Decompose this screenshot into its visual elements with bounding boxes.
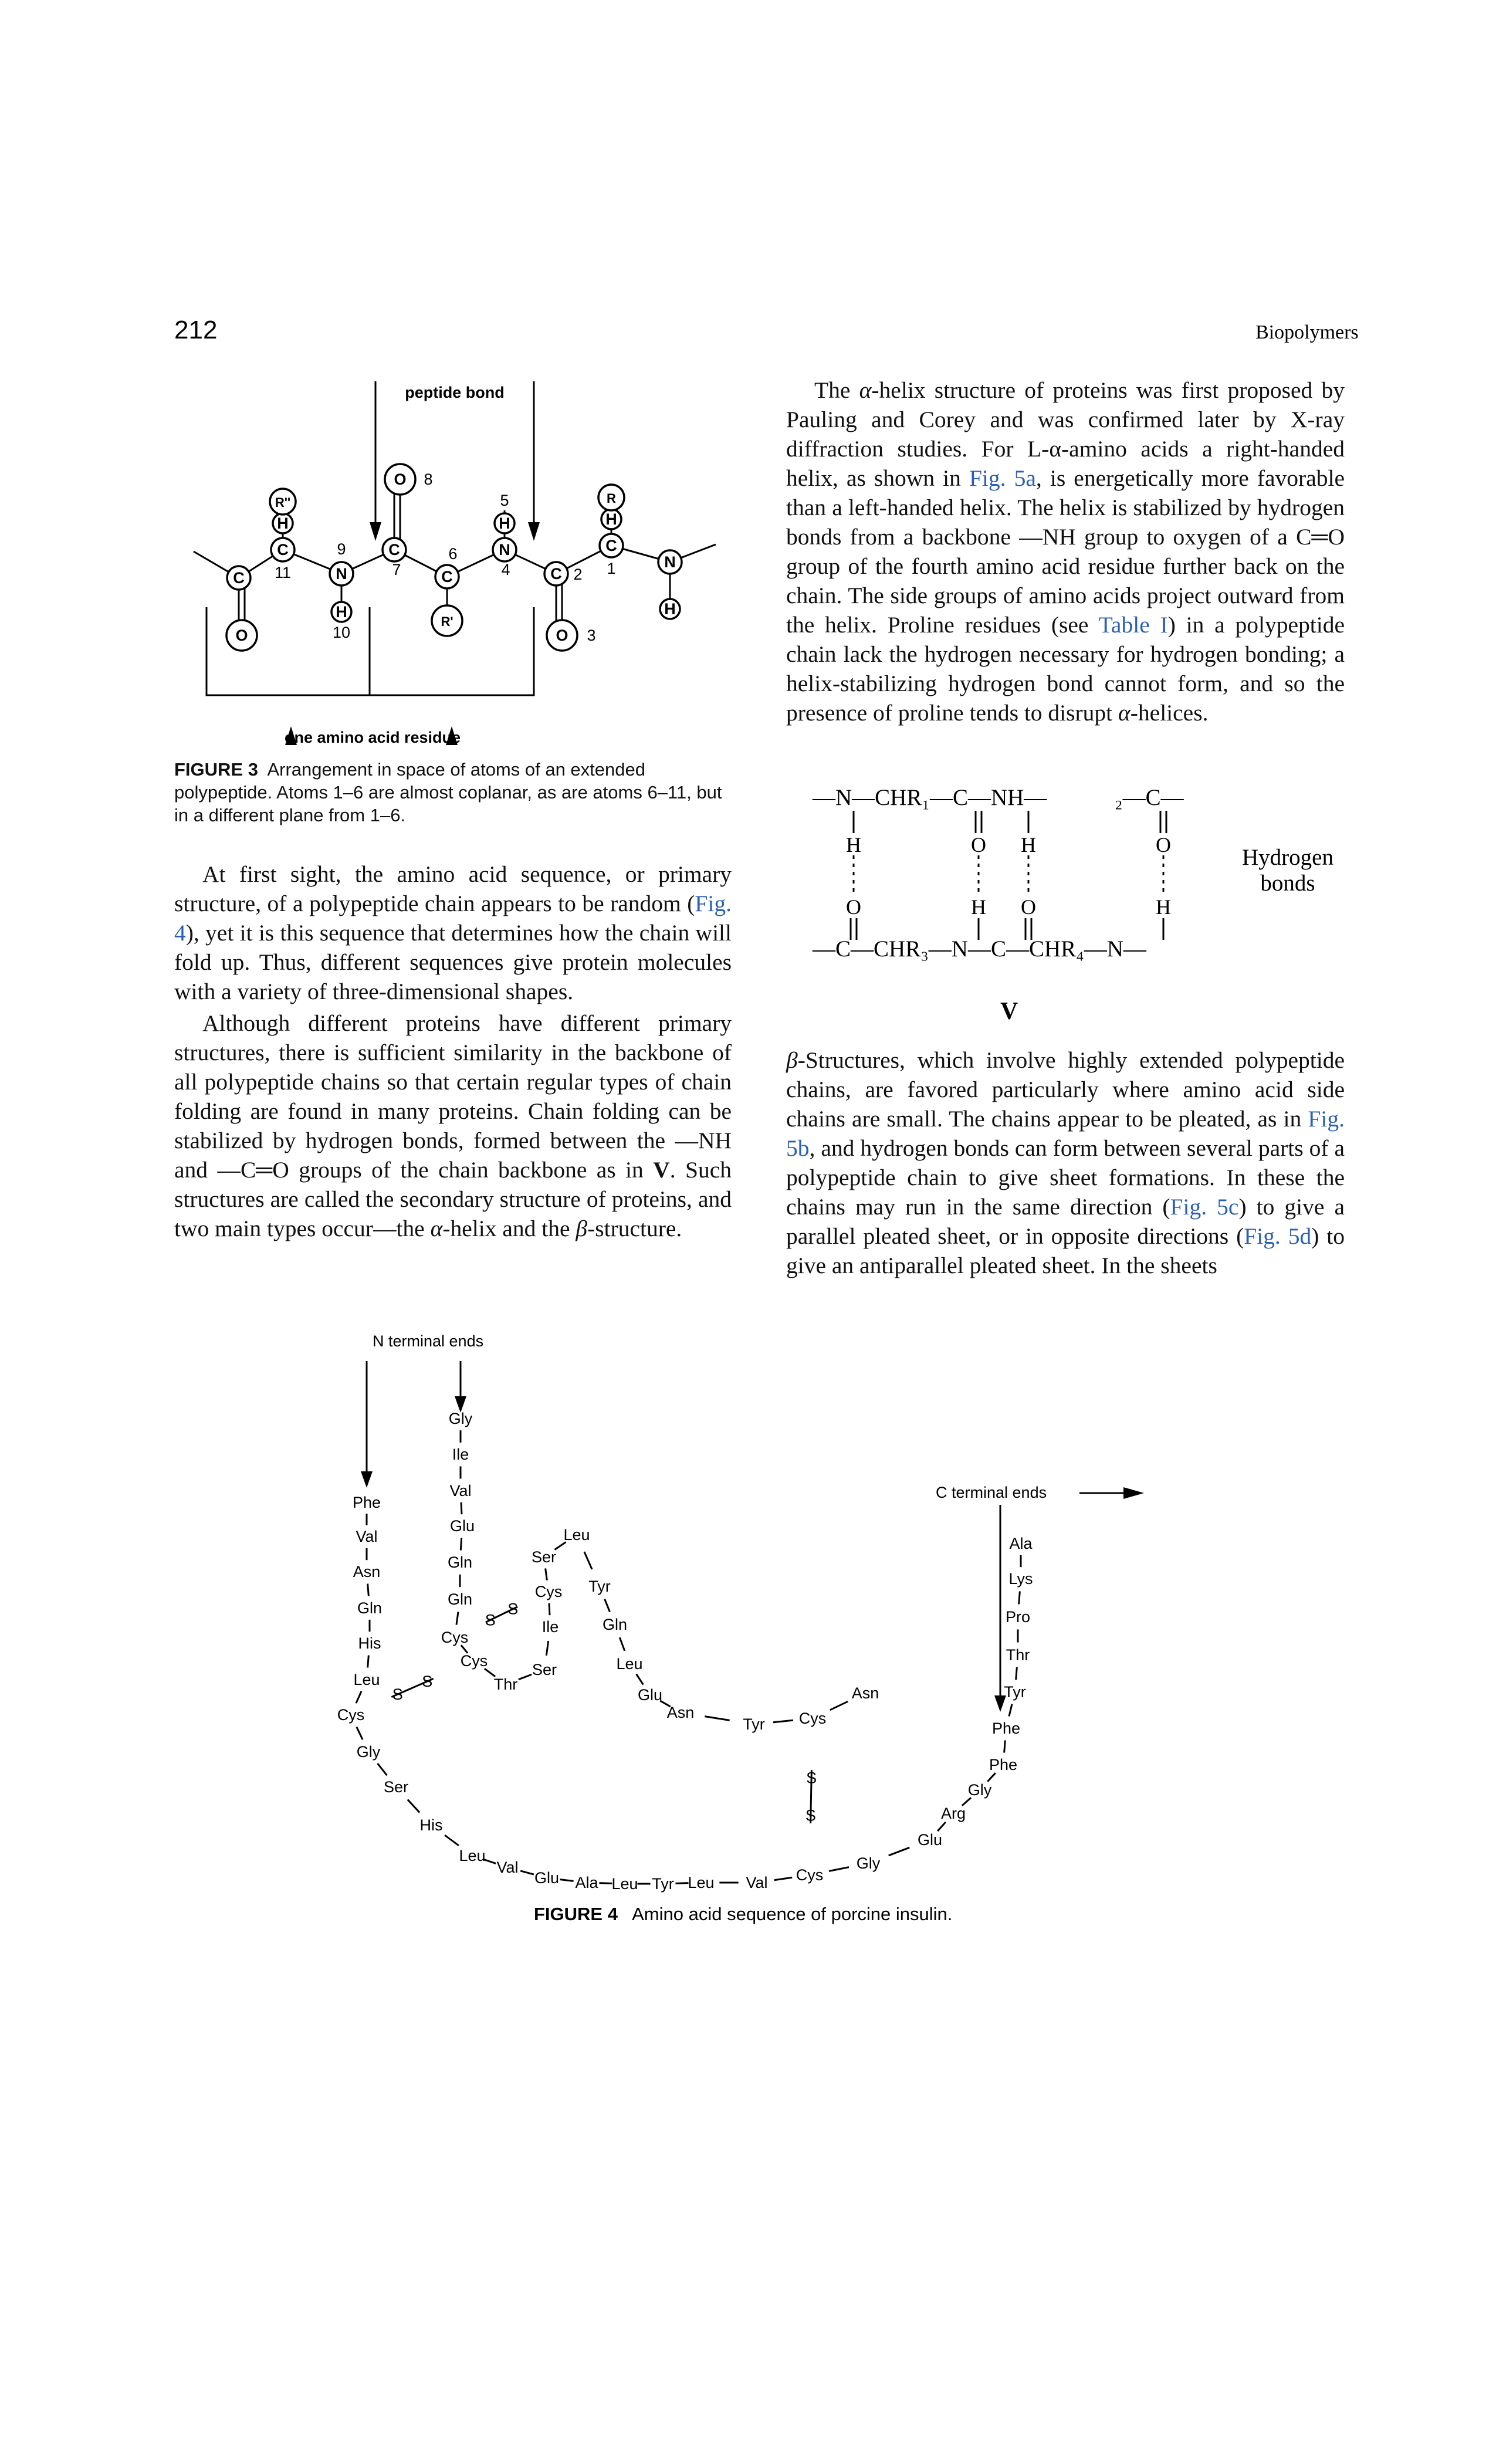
num-8: 8 <box>424 471 433 488</box>
peptide-bond <box>378 1764 387 1775</box>
right-para-1-f: -helices. <box>1130 700 1209 726</box>
sulfur-atom: S <box>507 1600 519 1618</box>
sulfur-atom: S <box>392 1685 403 1704</box>
peptide-bond <box>937 1822 946 1831</box>
structure-v-top-row: —N—CHR₁—C—NH— <box>813 785 1047 810</box>
atom-1: C <box>605 537 617 554</box>
atom-11: C <box>277 541 289 559</box>
peptide-bond <box>1019 1591 1020 1604</box>
v-h-4: H <box>1156 895 1171 919</box>
residue-leu: Leu <box>563 1526 590 1544</box>
structure-v-bottom-row: —C—CHR₃—N—C—CHR₄—N— <box>813 936 1146 962</box>
num-9: 9 <box>337 540 346 558</box>
num-7: 7 <box>392 561 401 578</box>
residue-gly: Gly <box>856 1854 881 1872</box>
peptide-bond <box>1009 1704 1012 1716</box>
peptide-bond <box>357 1727 363 1739</box>
residue-val: Val <box>496 1859 519 1876</box>
n-terminal-label: N terminal ends <box>373 1332 484 1350</box>
residue-val: Val <box>449 1482 472 1500</box>
residue-phe: Phe <box>352 1494 381 1511</box>
peptide-bond <box>830 1701 848 1710</box>
structure-ref-v: V <box>653 1157 670 1183</box>
left-para-2-end: . Such structures are called the secondary structure of proteins, and two main types occur—the <box>174 1157 732 1241</box>
atom-5: H <box>499 515 510 532</box>
side-group-r: R <box>607 491 616 506</box>
link-fig5b[interactable]: Fig. 5b <box>786 1106 1345 1161</box>
num-3: 3 <box>587 627 596 644</box>
v-o-2: O <box>971 833 986 857</box>
link-fig5c[interactable]: Fig. 5c <box>1170 1194 1239 1220</box>
left-para-2-mid: groups of the chain backbone as in <box>289 1157 654 1183</box>
peptide-bond <box>368 1583 369 1596</box>
residue-gln: Gln <box>357 1599 383 1617</box>
nh-group: —NH <box>675 1128 732 1153</box>
sulfur-atom: S <box>806 1769 817 1787</box>
residue-arg: Arg <box>940 1805 966 1822</box>
c-terminal-label: C terminal ends <box>936 1484 1047 1501</box>
residue-ile: Ile <box>452 1446 469 1463</box>
atom-2: C <box>550 565 562 583</box>
v-h-3: H <box>1021 833 1036 857</box>
residue-thr: Thr <box>1006 1646 1030 1664</box>
atom-8: O <box>394 471 407 488</box>
residue-tyr: Tyr <box>652 1875 674 1893</box>
peptide-bond <box>774 1877 793 1880</box>
sulfur-atom: S <box>485 1611 496 1629</box>
residue-leu: Leu <box>459 1847 486 1864</box>
num-11: 11 <box>274 564 292 581</box>
residue-glu: Glu <box>917 1831 943 1849</box>
residue-tyr: Tyr <box>1004 1683 1026 1701</box>
peptide-bond <box>368 1655 369 1667</box>
residue-leu: Leu <box>616 1655 643 1673</box>
link-fig4[interactable]: Fig. 4 <box>174 891 732 946</box>
peptide-bond <box>408 1799 419 1812</box>
peptide-bond <box>584 1552 592 1569</box>
page-number: 212 <box>174 316 218 344</box>
right-para-2-b: , and hydrogen bonds can form between several parts of a polypeptide chain to give sheet formations. In these the chains may run in the same direction ( <box>786 1135 1345 1220</box>
residue-val: Val <box>356 1528 378 1545</box>
atom-o-left: O <box>235 627 248 644</box>
residue-gln: Gln <box>447 1553 473 1571</box>
v-o-4: O <box>1156 833 1171 857</box>
peptide-bond <box>560 1880 573 1881</box>
right-para-1-e: ) in a polypeptide chain lack the hydrogen necessary for hydrogen bonding; a helix-stabilizing hydrogen bond cannot form, and so the presence of proline tends to disrupt <box>786 612 1345 726</box>
residue-ala: Ala <box>575 1874 598 1891</box>
peptide-bond <box>705 1717 730 1721</box>
atom-4: N <box>499 541 510 559</box>
left-para-1 <box>174 859 732 1006</box>
residue-pro: Pro <box>1005 1608 1031 1626</box>
helix-and: -helix and the <box>442 1216 576 1241</box>
structure-end: -structure. <box>587 1216 682 1241</box>
link-fig5a[interactable]: Fig. 5a <box>969 465 1036 491</box>
atom-7: C <box>388 541 400 559</box>
beta-symbol: β <box>576 1216 588 1241</box>
right-para-2-c: ) to give a parallel pleated sheet, or in opposite directions ( <box>786 1194 1345 1249</box>
hydrogen-bonds-label: Hydrogen bonds <box>1242 845 1333 896</box>
atom-h-11: H <box>277 515 289 532</box>
link-fig5d[interactable]: Fig. 5d <box>1244 1223 1312 1249</box>
residue-glu: Glu <box>534 1869 560 1887</box>
residue-his: His <box>419 1816 443 1834</box>
atom-3: O <box>556 627 568 644</box>
residue-phe: Phe <box>989 1756 1018 1773</box>
alpha-symbol-r: α <box>859 377 872 403</box>
figure4-caption-text: Amino acid sequence of porcine insulin. <box>632 1904 953 1924</box>
structure-v-top-right: ₂—C— <box>1115 785 1184 810</box>
peptide-bond <box>1016 1667 1017 1680</box>
atom-n-right: N <box>664 553 676 571</box>
num-2: 2 <box>573 566 583 583</box>
residue-cys: Cys <box>796 1866 824 1884</box>
residue-asn: Asn <box>353 1563 381 1580</box>
peptide-bond <box>620 1637 625 1651</box>
structure-v-label: V <box>1000 998 1018 1025</box>
peptide-bond <box>546 1568 547 1580</box>
running-head: Biopolymers <box>1255 321 1359 343</box>
peptide-bond <box>520 1871 534 1874</box>
peptide-bond <box>456 1612 458 1624</box>
figure3-caption <box>174 758 737 827</box>
residue-ile: Ile <box>541 1618 559 1636</box>
link-table1[interactable]: Table I <box>1098 612 1168 638</box>
residue-gly: Gly <box>448 1410 473 1427</box>
peptide-bond <box>484 1860 496 1864</box>
right-para-2-d: ) to give an antiparallel pleated sheet. In the sheets <box>786 1223 1345 1278</box>
residue-cys: Cys <box>798 1710 827 1727</box>
v-o-1: O <box>846 895 861 919</box>
atom-9: N <box>336 565 347 583</box>
atom-h-right: H <box>664 600 676 618</box>
num-5: 5 <box>500 492 509 509</box>
residue-val: Val <box>746 1874 768 1891</box>
num-4: 4 <box>501 561 510 578</box>
figure3-caption-text: Arrangement in space of atoms of an extended polypeptide. Atoms 1–6 are almost coplanar, as are atoms 6–11, but in a different plane from 1–6. <box>174 759 722 825</box>
residue-ala: Ala <box>1009 1535 1033 1552</box>
right-para-1-a: The <box>814 377 859 403</box>
residue-asn: Asn <box>851 1684 879 1702</box>
residue-cys: Cys <box>441 1629 469 1646</box>
left-para-2 <box>174 1008 732 1243</box>
residue-ser: Ser <box>531 1548 557 1566</box>
side-group-r1: R' <box>441 614 453 629</box>
and-word: and <box>174 1157 218 1183</box>
peptide-bond <box>637 1674 644 1684</box>
peptide-bond <box>546 1641 548 1656</box>
peptide-bond <box>773 1720 793 1722</box>
v-h-2: H <box>971 895 986 919</box>
residue-ser: Ser <box>532 1661 557 1678</box>
co-group: —C═O <box>217 1157 289 1183</box>
peptide-bond <box>461 1502 462 1514</box>
alpha-symbol-r2: α <box>1118 700 1131 726</box>
num-6: 6 <box>448 545 458 563</box>
sulfur-atom: S <box>422 1672 433 1690</box>
left-para-1-text: At first sight, the amino acid sequence, or primary structure, of a polypeptide chain appears to be random ( <box>174 861 732 916</box>
residue-leu: Leu <box>353 1671 380 1688</box>
residue-gln: Gln <box>602 1616 628 1633</box>
residue-lys: Lys <box>1008 1570 1033 1588</box>
alpha-symbol: α <box>430 1216 443 1241</box>
atom-c-left: C <box>233 569 245 587</box>
residue-label: one amino acid residue <box>284 729 461 746</box>
right-para-2-a: -Structures, which involve highly extended polypeptide chains, are favored particularly where amino acid side chains are small. The chains appear to be pleated, as in <box>786 1047 1345 1132</box>
figure3-caption-label: FIGURE 3 <box>174 759 258 780</box>
left-para-2-start: Although different proteins have different primary structures, there is sufficient similarity in the backbone of all polypeptide chains so that certain regular types of chain folding are found in many proteins. Chain folding can be stabilized by hydrogen bonds, formed between the <box>174 1010 732 1153</box>
peptide-bond <box>356 1691 361 1703</box>
right-para-2 <box>786 1045 1345 1280</box>
right-para-1 <box>786 375 1345 727</box>
right-para-1-b: -helix structure of proteins was first proposed by Pauling and Corey and was confirmed later by X-ray diffraction studies. For <box>786 377 1345 462</box>
residue-glu: Glu <box>449 1517 475 1535</box>
peptide-bond <box>519 1674 532 1680</box>
residue-tyr: Tyr <box>743 1715 765 1733</box>
num-1: 1 <box>607 560 616 577</box>
right-para-1-c: -α-amino acids a right-handed helix, as shown in <box>786 436 1345 491</box>
side-group-r2: R'' <box>275 495 291 510</box>
residue-tyr: Tyr <box>588 1578 611 1595</box>
residue-cys: Cys <box>460 1652 488 1670</box>
peptide-bond <box>605 1599 610 1612</box>
peptide-bond <box>1004 1740 1006 1752</box>
v-o-3: O <box>1021 895 1036 919</box>
residue-cys: Cys <box>337 1706 365 1724</box>
sulfur-atom: S <box>805 1806 816 1825</box>
peptide-bond <box>987 1773 996 1782</box>
peptide-bond-label: peptide bond <box>405 384 505 401</box>
peptide-bond <box>829 1867 849 1871</box>
residue-gln: Gln <box>447 1590 473 1608</box>
residue-thr: Thr <box>493 1676 518 1693</box>
beta-symbol-r: β <box>786 1047 798 1073</box>
atom-6: C <box>441 568 453 585</box>
peptide-bond <box>445 1835 459 1846</box>
residue-gly: Gly <box>356 1743 381 1761</box>
residue-his: His <box>358 1634 381 1652</box>
peptide-bond <box>675 1883 688 1884</box>
atom-h-1: H <box>605 510 617 528</box>
figure4-diagram <box>329 1326 1209 1893</box>
structure-v-diagram <box>813 786 1258 974</box>
residue-glu: Glu <box>637 1686 663 1704</box>
figure3-diagram <box>188 375 774 745</box>
residue-cys: Cys <box>534 1583 563 1600</box>
residue-leu: Leu <box>611 1875 638 1893</box>
right-para-1-d: , is energetically more favorable than a left-handed helix. The helix is stabilized by hydrogen bonds from a backbone —NH group to oxygen of a C═O group of the fourth amino acid residue further back on the chain. The side groups of amino acids project outward from the helix. Proline residues (see <box>786 465 1345 638</box>
residue-leu: Leu <box>688 1874 715 1891</box>
atom-10: H <box>336 603 347 621</box>
left-para-1-end: ), yet it is this sequence that determines how the chain will fold up. Thus, different sequences give protein molecules with a variety of three-dimensional shapes. <box>174 920 732 1004</box>
l-prefix: L <box>1027 436 1042 462</box>
peptide-bond <box>889 1847 910 1856</box>
peptide-bond <box>599 1883 612 1884</box>
residue-phe: Phe <box>991 1720 1021 1737</box>
residue-asn: Asn <box>666 1704 695 1721</box>
num-10: 10 <box>332 624 351 641</box>
figure4-caption-label: FIGURE 4 <box>534 1904 618 1924</box>
residue-gly: Gly <box>967 1781 992 1799</box>
peptide-bond <box>549 1603 550 1615</box>
residue-ser: Ser <box>383 1778 409 1796</box>
v-h-1: H <box>846 833 861 857</box>
figure4-caption <box>534 1904 952 1925</box>
